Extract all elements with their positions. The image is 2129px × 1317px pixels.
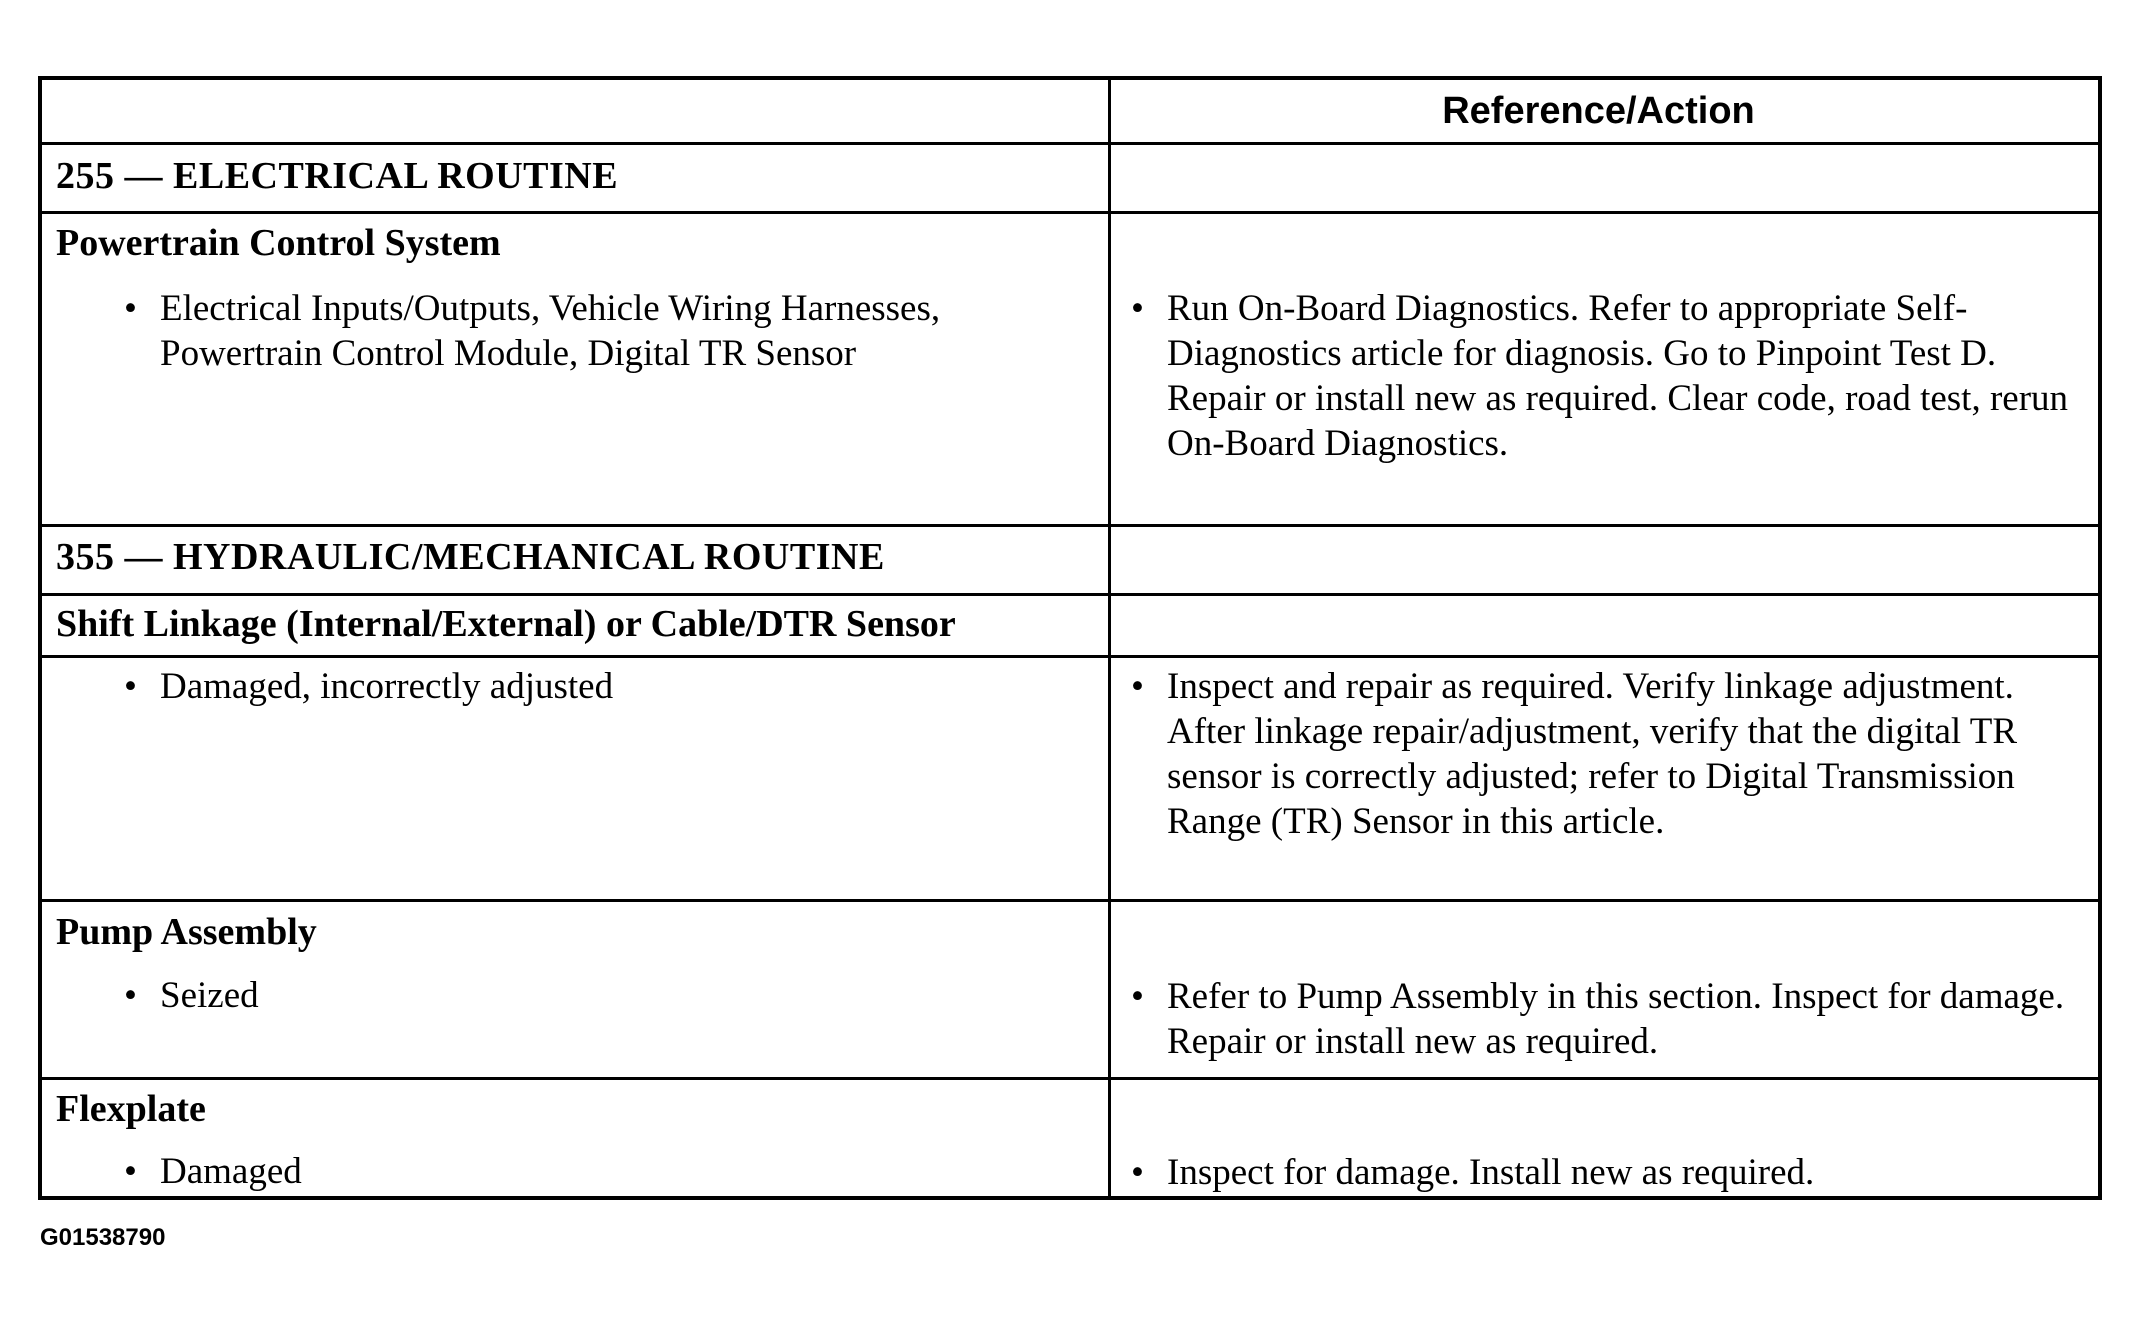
action-pump-assembly [1111, 974, 2102, 1064]
row-divider [42, 899, 2098, 902]
bullet-icon: • [124, 1151, 137, 1192]
condition-pump-assembly [42, 973, 1092, 1018]
row-divider [42, 524, 2098, 527]
condition-powertrain [42, 286, 1092, 376]
action-flexplate [1111, 1150, 2102, 1195]
condition-text: Damaged [160, 1151, 302, 1192]
row-divider [42, 1077, 2098, 1080]
row-divider [42, 593, 2098, 596]
condition-text: Damaged, incorrectly adjusted [160, 666, 614, 707]
action-powertrain [1111, 286, 2102, 466]
action-text: Inspect and repair as required. Verify linkage adjustment. After linkage repair/adjustment, verify that the digital TR sensor is correctly adjusted; refer to Digital Transmission Range (TR) Sensor in this article. [1167, 666, 2018, 842]
group-name-flexplate: Flexplate [56, 1088, 206, 1130]
action-text: Inspect for damage. Install new as required. [1167, 1152, 1815, 1193]
action-text: Refer to Pump Assembly in this section. Inspect for damage. Repair or install new as required. [1167, 976, 2065, 1062]
figure-id: G01538790 [40, 1224, 166, 1251]
action-text: Run On-Board Diagnostics. Refer to appropriate Self-Diagnostics article for diagnosis. Go to Pinpoint Test D. Repair or install new as required. Clear code, road test, rerun On-Board Diagnostics. [1167, 288, 2069, 464]
group-name-powertrain: Powertrain Control System [56, 222, 501, 264]
bullet-icon: • [124, 288, 137, 329]
section-title-255: 255 — ELECTRICAL ROUTINE [56, 155, 619, 197]
condition-shift-linkage [42, 664, 1092, 709]
action-shift-linkage [1111, 664, 2102, 844]
section-title-355: 355 — HYDRAULIC/MECHANICAL ROUTINE [56, 536, 885, 578]
row-divider [42, 142, 2098, 145]
group-name-shift-linkage: Shift Linkage (Internal/External) or Cable/DTR Sensor [56, 603, 956, 645]
row-divider [42, 655, 2098, 658]
condition-text: Seized [160, 975, 259, 1016]
condition-flexplate [42, 1149, 1092, 1194]
row-divider [42, 211, 2098, 214]
header-left-cell [42, 80, 1108, 142]
bullet-icon: • [1131, 666, 1144, 707]
diagnostic-table [38, 76, 2102, 1200]
bullet-icon: • [1131, 1152, 1144, 1193]
header-reference-action: Reference/Action [1442, 90, 1755, 132]
bullet-icon: • [124, 666, 137, 707]
condition-text: Electrical Inputs/Outputs, Vehicle Wiring Harnesses, Powertrain Control Module, Digital TR Sensor [160, 288, 941, 374]
group-name-pump-assembly: Pump Assembly [56, 911, 317, 953]
bullet-icon: • [1131, 288, 1144, 329]
bullet-icon: • [124, 975, 137, 1016]
bullet-icon: • [1131, 976, 1144, 1017]
